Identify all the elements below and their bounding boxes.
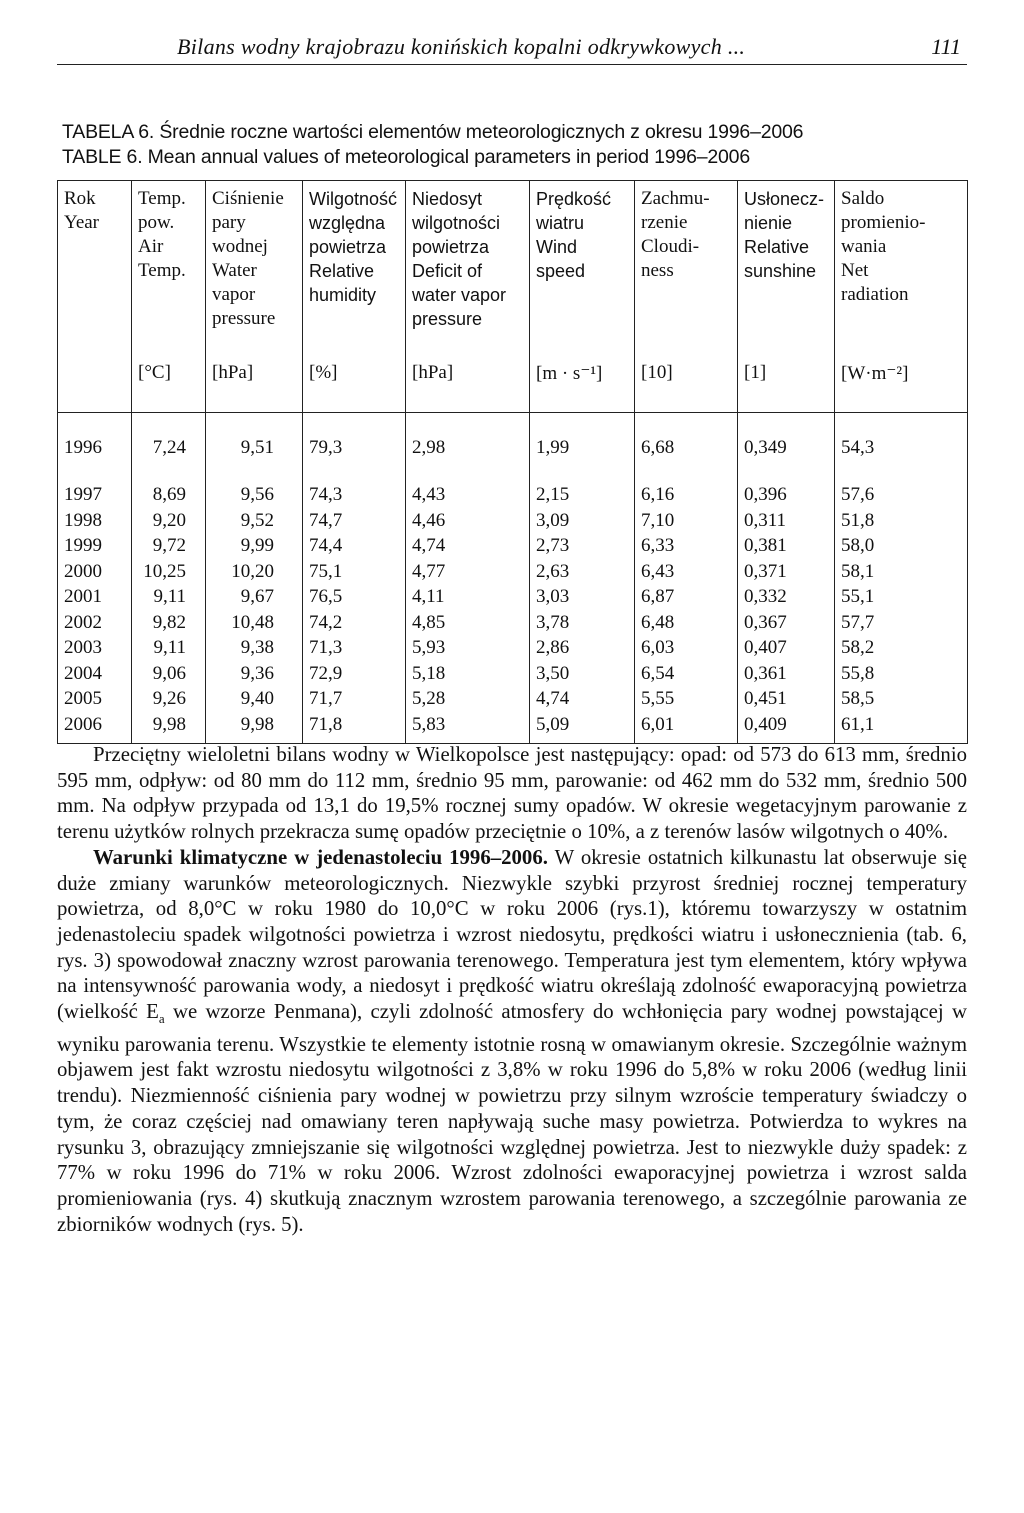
value-cell: 9,36 <box>206 661 303 687</box>
value-cell: 9,99 <box>206 533 303 559</box>
header-line: Water <box>212 260 257 281</box>
header-line: Temp. <box>138 188 186 209</box>
year-cell: 2002 <box>58 610 132 636</box>
header-line: powietrza <box>412 237 490 257</box>
value-cell: 9,11 <box>132 635 206 661</box>
value-cell: 9,11 <box>132 584 206 610</box>
table-row <box>58 413 968 483</box>
value-cell: 58,1 <box>835 559 968 585</box>
year-cell: 1997 <box>58 482 132 508</box>
header-line: Relative <box>309 261 375 281</box>
year-cell: 2005 <box>58 686 132 712</box>
value-cell: 0,396 <box>738 482 835 508</box>
value-cell: 0,381 <box>738 533 835 559</box>
header-cell <box>835 181 968 363</box>
value-cell: 9,56 <box>206 482 303 508</box>
header-line: wilgotności <box>412 213 501 233</box>
year-cell: 2001 <box>58 584 132 610</box>
header-line: Wind <box>536 237 578 257</box>
value-cell: 6,54 <box>635 661 738 687</box>
header-line: Usłonecz- <box>744 189 825 209</box>
year-cell: 1996 <box>58 413 132 483</box>
value-cell: 4,85 <box>406 610 530 636</box>
unit-cell: [%] <box>303 362 406 413</box>
header-cell <box>303 181 406 363</box>
header-line: Net <box>841 260 869 281</box>
value-cell: 54,3 <box>835 413 968 483</box>
unit-cell: [1] <box>738 362 835 413</box>
unit-cell: [°C] <box>132 362 206 413</box>
header-line: wania <box>841 236 887 257</box>
value-cell: 79,3 <box>303 413 406 483</box>
value-cell: 51,8 <box>835 508 968 534</box>
value-cell: 10,20 <box>206 559 303 585</box>
value-cell: 9,26 <box>132 686 206 712</box>
header-line: Saldo <box>841 188 885 209</box>
paragraph-text: W okresie ostatnich kilkunastu lat obserwuje się duże zmiany warunków meteorologicznych. Niezwykle szybki przyrost średniej rocznej temperatury powietrza, od 8,0°C w roku 1980 do 10,0°C w roku 2006 (rys.1), któremu towarzyszy w ostatnim jedenastoleciu spadek wilgotności powietrza i wzrost niedosytu, prędkości wiatru i usłonecznienia (tab. 6, rys. 3) spowodował znaczny wzrost parowania terenowego. Temperatura jest tym elementem, który wpływa na intensywność parowania wody, a niedosyt i prędkość wiatru określają zdolność ewaporacyjną powietrza (wielkość E <box>57 845 967 1024</box>
value-cell: 75,1 <box>303 559 406 585</box>
value-cell: 6,68 <box>635 413 738 483</box>
page-number: 111 <box>931 34 961 59</box>
value-cell: 4,74 <box>406 533 530 559</box>
subscript: a <box>158 1011 165 1027</box>
year-cell: 2003 <box>58 635 132 661</box>
value-cell: 9,98 <box>132 712 206 744</box>
value-cell: 5,55 <box>635 686 738 712</box>
year-cell: 2004 <box>58 661 132 687</box>
header-cell <box>738 181 835 363</box>
header-line: Air <box>138 236 164 257</box>
value-cell: 57,7 <box>835 610 968 636</box>
value-cell: 5,28 <box>406 686 530 712</box>
header-line: pow. <box>138 212 175 233</box>
value-cell: 5,09 <box>530 712 635 744</box>
header-line: Niedosyt <box>412 189 483 209</box>
table-row <box>58 610 968 636</box>
header-line: radiation <box>841 284 909 305</box>
paragraph: Przeciętny wieloletni bilans wodny w Wielkopolsce jest następujący: opad: od 573 do 613 mm, średnio 595 mm, odpływ: od 80 mm do 112 mm, średnio 95 mm, parowanie: od 462 mm do 532 mm, średnio 500 mm. Na odpływ przypada od 13,1 do 19,5% rocznej sumy opadów. W okresie wegetacyjnym parowanie z terenu użytków rolnych przekracza sumę opadów przeciętnie o 10%, a z terenów lasów wilgotnych o 40%. <box>57 743 967 844</box>
unit-cell <box>58 362 132 413</box>
header-cell <box>58 181 132 363</box>
value-cell: 58,0 <box>835 533 968 559</box>
value-cell: 0,367 <box>738 610 835 636</box>
running-title: Bilans wodny krajobrazu konińskich kopalni odkrywkowych ... <box>177 34 746 59</box>
header-line: powietrza <box>309 237 387 257</box>
value-cell: 2,98 <box>406 413 530 483</box>
header-cell <box>132 181 206 363</box>
section-heading: Warunki klimatyczne w jedenastoleciu 1996–2006. <box>93 845 548 869</box>
units-row <box>58 362 968 413</box>
value-cell: 55,1 <box>835 584 968 610</box>
value-cell: 2,15 <box>530 482 635 508</box>
paragraph <box>57 845 967 1238</box>
year-cell: 1999 <box>58 533 132 559</box>
value-cell: 4,11 <box>406 584 530 610</box>
header-line: water vapor <box>412 285 507 305</box>
value-cell: 4,46 <box>406 508 530 534</box>
value-cell: 0,451 <box>738 686 835 712</box>
value-cell: 72,9 <box>303 661 406 687</box>
header-line: Ciśnienie <box>212 188 284 209</box>
value-cell: 76,5 <box>303 584 406 610</box>
value-cell: 4,77 <box>406 559 530 585</box>
unit-cell: [10] <box>635 362 738 413</box>
value-cell: 9,98 <box>206 712 303 744</box>
data-rows <box>58 413 968 744</box>
value-cell: 2,63 <box>530 559 635 585</box>
header-row <box>58 181 968 363</box>
value-cell: 0,311 <box>738 508 835 534</box>
meteorological-table <box>57 180 968 744</box>
header-line: Zachmu- <box>641 188 710 209</box>
value-cell: 3,09 <box>530 508 635 534</box>
table-row <box>58 661 968 687</box>
value-cell: 74,3 <box>303 482 406 508</box>
value-cell: 5,93 <box>406 635 530 661</box>
value-cell: 2,73 <box>530 533 635 559</box>
value-cell: 74,4 <box>303 533 406 559</box>
header-line: nienie <box>744 213 793 233</box>
table-row <box>58 508 968 534</box>
paragraph-text: we wzorze Penmana), czyli zdolność atmosfery do wchłonięcia pary wodnej powstającej w wyniku parowania terenu. Wszystkie te elementy istotnie rosną w omawianym okresie. Szczególnie ważnym objawem jest fakt wzrostu niedosytu wilgotności z 3,8% w roku 1996 do 5,8% w roku 2006 (według linii trendu). Niezmienność ciśnienia pary wodnej w powietrzu przy silnym wzroście temperatury świadczy o tym, że coraz częściej nad omawiany teren napływają suche masy powietrza. Potwierdza to wykres na rysunku 3, obrazujący zmniejszanie się wilgotności względnej powietrza. Jest to niezwykle duży spadek: z 77% w roku 1996 do 71% w roku 2006. Wzrost zdolności ewaporacyjnej powietrza i wzrost salda promieniowania (rys. 4) skutkują znacznym wzrostem parowania terenowego, a szczególnie parowania ze zbiorników wodnych (rys. 5). <box>57 1000 967 1236</box>
header-cell <box>530 181 635 363</box>
value-cell: 6,16 <box>635 482 738 508</box>
value-cell: 6,43 <box>635 559 738 585</box>
header-line: promienio- <box>841 212 926 233</box>
value-cell: 3,50 <box>530 661 635 687</box>
value-cell: 2,86 <box>530 635 635 661</box>
header-line: Relative <box>744 237 810 257</box>
header-line: Temp. <box>138 260 186 281</box>
value-cell: 4,74 <box>530 686 635 712</box>
value-cell: 6,48 <box>635 610 738 636</box>
header-line: humidity <box>309 285 377 305</box>
value-cell: 57,6 <box>835 482 968 508</box>
unit-cell: [m · s⁻¹] <box>530 362 635 413</box>
value-cell: 6,03 <box>635 635 738 661</box>
header-line: Rok <box>64 188 96 209</box>
value-cell: 9,67 <box>206 584 303 610</box>
header-cell <box>206 181 303 363</box>
value-cell: 55,8 <box>835 661 968 687</box>
value-cell: 3,03 <box>530 584 635 610</box>
header-line: vapor <box>212 284 256 305</box>
unit-cell: [hPa] <box>206 362 303 413</box>
table-caption-en: TABLE 6. Mean annual values of meteorological parameters in period 1996–2006 <box>62 146 750 168</box>
value-cell: 58,5 <box>835 686 968 712</box>
value-cell: 71,7 <box>303 686 406 712</box>
header-cell <box>635 181 738 363</box>
unit-cell: [hPa] <box>406 362 530 413</box>
value-cell: 8,69 <box>132 482 206 508</box>
year-cell: 2000 <box>58 559 132 585</box>
value-cell: 10,25 <box>132 559 206 585</box>
value-cell: 0,407 <box>738 635 835 661</box>
value-cell: 58,2 <box>835 635 968 661</box>
value-cell: 71,8 <box>303 712 406 744</box>
header-line: Year <box>64 212 100 233</box>
header-line: Cloudi- <box>641 236 700 257</box>
value-cell: 61,1 <box>835 712 968 744</box>
table-row <box>58 559 968 585</box>
value-cell: 5,18 <box>406 661 530 687</box>
header-line: ness <box>641 260 674 281</box>
table-row <box>58 584 968 610</box>
header-line: Prędkość <box>536 189 612 209</box>
table-caption-pl: TABELA 6. Średnie roczne wartości elementów meteorologicznych z okresu 1996–2006 <box>62 121 804 143</box>
running-head <box>57 30 967 65</box>
table-row <box>58 533 968 559</box>
value-cell: 4,43 <box>406 482 530 508</box>
value-cell: 9,20 <box>132 508 206 534</box>
header-line: rzenie <box>641 212 688 233</box>
header-line: Wilgotność <box>309 189 398 209</box>
header-line: sunshine <box>744 261 817 281</box>
value-cell: 0,371 <box>738 559 835 585</box>
body-text <box>57 742 967 1237</box>
value-cell: 0,361 <box>738 661 835 687</box>
value-cell: 3,78 <box>530 610 635 636</box>
value-cell: 9,52 <box>206 508 303 534</box>
value-cell: 74,2 <box>303 610 406 636</box>
table-row <box>58 482 968 508</box>
value-cell: 5,83 <box>406 712 530 744</box>
header-line: pressure <box>412 309 483 329</box>
value-cell: 0,349 <box>738 413 835 483</box>
value-cell: 0,409 <box>738 712 835 744</box>
header-line: wodnej <box>212 236 268 257</box>
header-line: wiatru <box>536 213 585 233</box>
table-row <box>58 686 968 712</box>
value-cell: 10,48 <box>206 610 303 636</box>
value-cell: 6,87 <box>635 584 738 610</box>
value-cell: 6,01 <box>635 712 738 744</box>
value-cell: 9,51 <box>206 413 303 483</box>
header-line: pary <box>212 212 246 233</box>
value-cell: 71,3 <box>303 635 406 661</box>
header-line: względna <box>309 213 386 233</box>
value-cell: 1,99 <box>530 413 635 483</box>
value-cell: 74,7 <box>303 508 406 534</box>
value-cell: 6,33 <box>635 533 738 559</box>
value-cell: 7,24 <box>132 413 206 483</box>
value-cell: 0,332 <box>738 584 835 610</box>
value-cell: 7,10 <box>635 508 738 534</box>
table-row <box>58 712 968 744</box>
unit-cell: [W·m⁻²] <box>835 362 968 413</box>
value-cell: 9,38 <box>206 635 303 661</box>
value-cell: 9,06 <box>132 661 206 687</box>
value-cell: 9,72 <box>132 533 206 559</box>
value-cell: 9,40 <box>206 686 303 712</box>
header-line: speed <box>536 261 586 281</box>
header-cell <box>406 181 530 363</box>
header-line: pressure <box>212 308 276 329</box>
year-cell: 1998 <box>58 508 132 534</box>
table-row <box>58 635 968 661</box>
year-cell: 2006 <box>58 712 132 744</box>
value-cell: 9,82 <box>132 610 206 636</box>
header-line: Deficit of <box>412 261 483 281</box>
